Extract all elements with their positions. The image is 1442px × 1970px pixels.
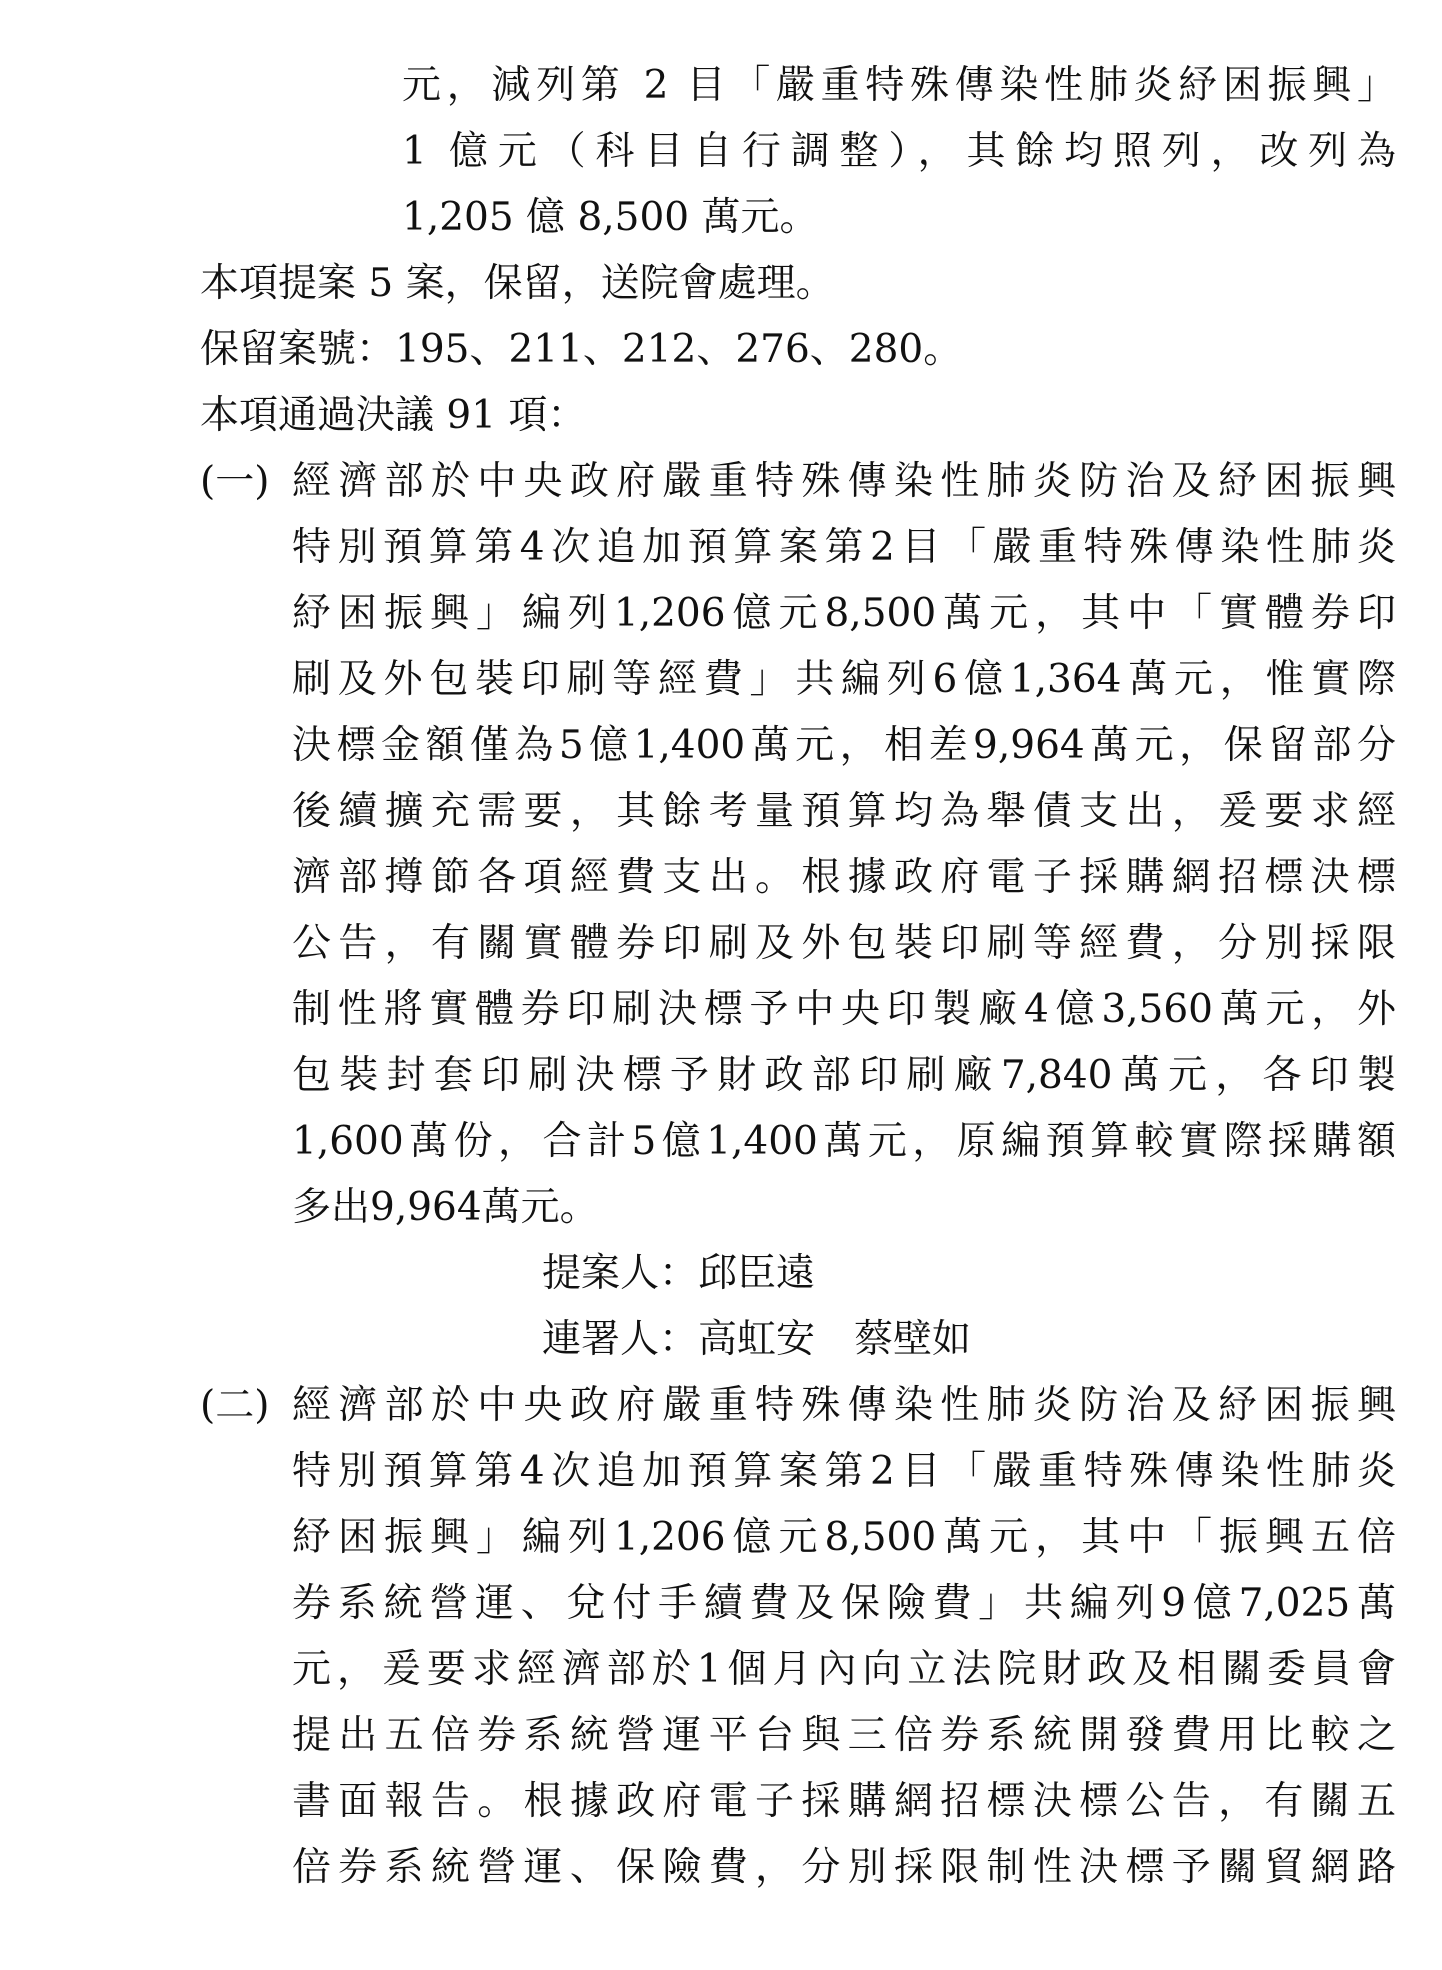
continuation-line: 1 億元（科目自行調整），其餘均照列，改列為 xyxy=(402,129,1396,174)
continuation-line: 元，減列第 2 目「嚴重特殊傳染性肺炎紓困振興」 xyxy=(402,63,1396,108)
item-number: (一) xyxy=(200,459,270,504)
continuation-line: 1,205 億 8,500 萬元。 xyxy=(402,195,819,240)
item-line: 後續擴充需要，其餘考量預算均為舉債支出，爰要求經 xyxy=(292,789,1396,834)
item-line: 特別預算第4次追加預算案第2目「嚴重特殊傳染性肺炎 xyxy=(292,525,1396,570)
proposer: 提案人：邱臣遠 xyxy=(542,1251,816,1296)
proposal-summary: 本項提案 5 案，保留，送院會處理。 xyxy=(200,261,835,306)
item-line: 特別預算第4次追加預算案第2目「嚴重特殊傳染性肺炎 xyxy=(292,1449,1396,1494)
item-line: 制性將實體券印刷決標予中央印製廠4億3,560萬元，外 xyxy=(292,987,1396,1032)
item-line: 提出五倍券系統營運平台與三倍券系統開發費用比較之 xyxy=(292,1713,1396,1758)
cosigners: 連署人：高虹安 蔡壁如 xyxy=(542,1317,972,1362)
resolutions-count: 本項通過決議 91 項： xyxy=(200,393,587,438)
item-line: 紓困振興」編列1,206億元8,500萬元，其中「實體券印 xyxy=(292,591,1396,636)
item-line: 包裝封套印刷決標予財政部印刷廠7,840萬元，各印製 xyxy=(292,1053,1396,1098)
item-line: 元，爰要求經濟部於1個月內向立法院財政及相關委員會 xyxy=(292,1647,1396,1692)
item-line: 多出9,964萬元。 xyxy=(292,1185,599,1230)
item-line: 刷及外包裝印刷等經費」共編列6億1,364萬元，惟實際 xyxy=(292,657,1396,702)
item-line: 書面報告。根據政府電子採購網招標決標公告，有關五 xyxy=(292,1779,1396,1824)
item-line: 券系統營運、兌付手續費及保險費」共編列9億7,025萬 xyxy=(292,1581,1396,1626)
item-line: 濟部撙節各項經費支出。根據政府電子採購網招標決標 xyxy=(292,855,1396,900)
item-line: 公告，有關實體券印刷及外包裝印刷等經費，分別採限 xyxy=(292,921,1396,966)
item-line: 經濟部於中央政府嚴重特殊傳染性肺炎防治及紓困振興 xyxy=(292,459,1396,504)
item-number: (二) xyxy=(200,1383,270,1428)
item-line: 經濟部於中央政府嚴重特殊傳染性肺炎防治及紓困振興 xyxy=(292,1383,1396,1428)
item-line: 1,600萬份，合計5億1,400萬元，原編預算較實際採購額 xyxy=(292,1119,1396,1164)
reserved-case-numbers: 保留案號：195、211、212、276、280。 xyxy=(200,327,963,372)
item-line: 紓困振興」編列1,206億元8,500萬元，其中「振興五倍 xyxy=(292,1515,1396,1560)
item-line: 決標金額僅為5億1,400萬元，相差9,964萬元，保留部分 xyxy=(292,723,1396,768)
item-line: 倍券系統營運、保險費，分別採限制性決標予關貿網路 xyxy=(292,1845,1396,1890)
